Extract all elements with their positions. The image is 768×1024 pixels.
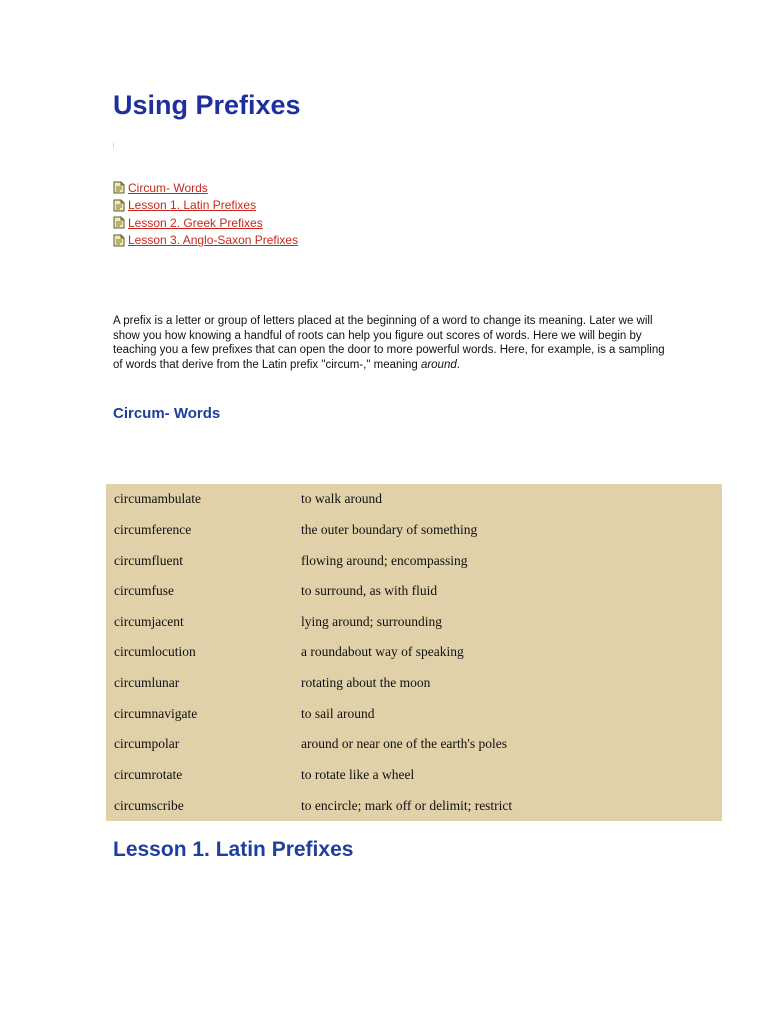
intro-end: . xyxy=(456,358,460,371)
page-title: Using Prefixes xyxy=(113,90,301,120)
toc-item-lesson-3 xyxy=(113,232,298,250)
divider-mark xyxy=(113,143,114,148)
word-definition: the outer boundary of something xyxy=(301,521,478,537)
table-row xyxy=(106,576,722,607)
word-term: circumpolar xyxy=(114,736,180,752)
word-definition: to surround, as with fluid xyxy=(301,583,438,599)
word-term: circumnavigate xyxy=(114,705,198,721)
word-definition: lying around; surrounding xyxy=(301,613,442,629)
word-term: circumjacent xyxy=(114,613,184,629)
document-icon xyxy=(113,181,125,194)
table-of-contents xyxy=(113,179,298,249)
toc-item-circum-words xyxy=(113,179,298,197)
section-heading-lesson-1: Lesson 1. Latin Prefixes xyxy=(113,838,354,861)
section-heading-circum-words: Circum- Words xyxy=(113,405,221,422)
toc-item-lesson-1 xyxy=(113,197,298,215)
toc-link-lesson-3[interactable]: Lesson 3. Anglo-Saxon Prefixes xyxy=(128,233,299,248)
word-definition: around or near one of the earth's poles xyxy=(301,736,507,752)
word-definition: to walk around xyxy=(301,491,382,507)
table-row xyxy=(106,484,722,515)
intro-emphasis: around xyxy=(420,358,457,371)
document-icon xyxy=(113,216,125,229)
table-row xyxy=(106,637,722,668)
table-row xyxy=(106,760,722,791)
word-term: circumfluent xyxy=(114,552,183,568)
toc-item-lesson-2 xyxy=(113,214,298,232)
word-definition: to encircle; mark off or delimit; restrict xyxy=(301,797,513,813)
table-row xyxy=(106,545,722,576)
word-definition: flowing around; encompassing xyxy=(301,552,468,568)
word-term: circumference xyxy=(114,521,192,537)
word-table xyxy=(106,484,722,821)
table-row xyxy=(106,668,722,699)
word-term: circumambulate xyxy=(114,491,201,507)
toc-link-circum-words[interactable]: Circum- Words xyxy=(128,180,208,195)
table-row xyxy=(106,515,722,546)
intro-text: A prefix is a letter or group of letters placed at the beginning of a word to change its meaning. Later we will show you how knowing a handful of roots can help you figure out scores of words. Here we will begin by teaching you a few prefixes that can open the door to more powerful words. Here, for example, is a sampling of words that derive from the Latin prefix "circum-," meaning xyxy=(113,315,665,371)
word-term: circumfuse xyxy=(114,583,174,599)
document-icon xyxy=(113,234,125,247)
table-row xyxy=(106,607,722,638)
word-definition: to rotate like a wheel xyxy=(301,766,415,782)
word-definition: rotating about the moon xyxy=(301,675,431,691)
word-term: circumlunar xyxy=(114,675,180,691)
word-term: circumlocution xyxy=(114,644,196,660)
document-icon xyxy=(113,199,125,212)
word-definition: a roundabout way of speaking xyxy=(301,644,464,660)
word-term: circumrotate xyxy=(114,766,183,782)
word-definition: to sail around xyxy=(301,705,375,721)
toc-link-lesson-1[interactable]: Lesson 1. Latin Prefixes xyxy=(128,198,257,213)
table-row xyxy=(106,729,722,760)
table-row xyxy=(106,698,722,729)
table-row xyxy=(106,790,722,821)
word-table-body xyxy=(106,484,722,821)
word-term: circumscribe xyxy=(114,797,184,813)
intro-paragraph xyxy=(113,314,673,372)
toc-link-lesson-2[interactable]: Lesson 2. Greek Prefixes xyxy=(128,215,263,230)
